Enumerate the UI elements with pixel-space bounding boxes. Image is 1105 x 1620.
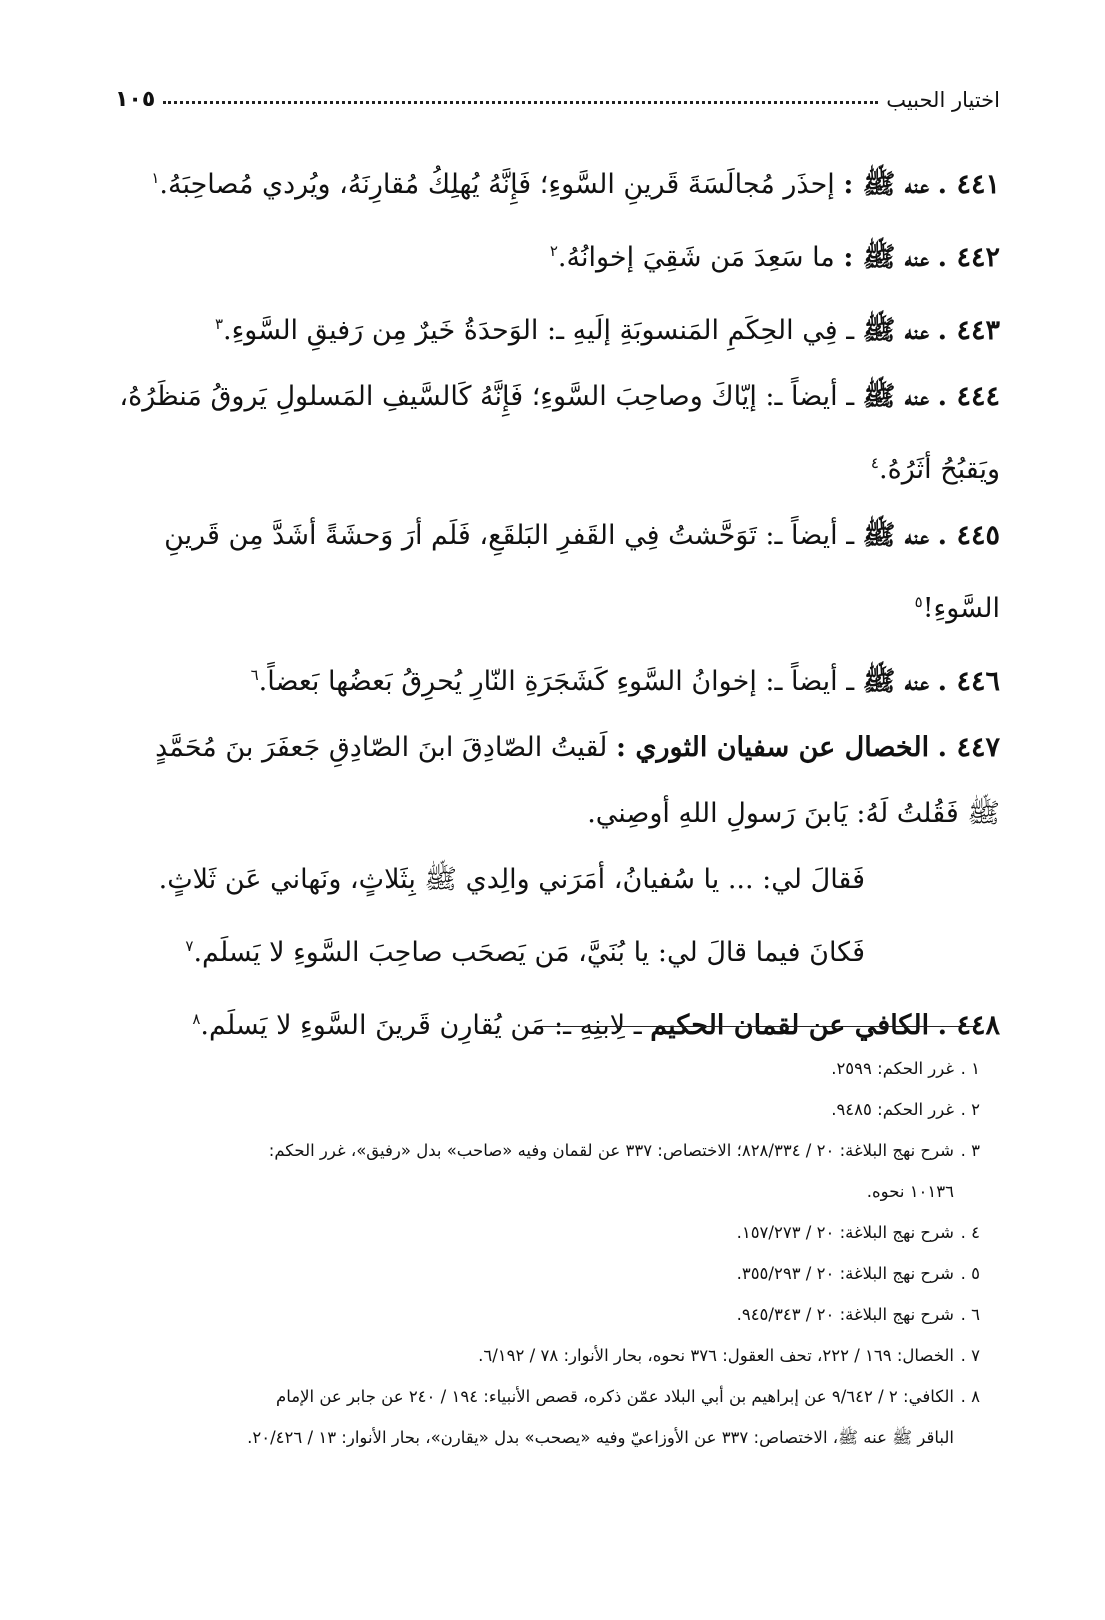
footnote-ref: ٨ [192, 1010, 201, 1028]
footnote-3 [110, 1130, 980, 1212]
hadith-number: ٤٤٢ . [937, 242, 1000, 273]
hadith-442 [115, 218, 1000, 291]
hadith-text: ـ أيضاً ـ: إيّاكَ وصاحِبَ السَّوءِ؛ فَإِنَّهُ كَالسَّيفِ المَسلولِ يَروقُ مَنظَرُهُ، ويَقبُحُ أثَرُهُ. [119, 381, 1000, 485]
hadith-445 [115, 503, 1000, 642]
hadith-list [115, 145, 1000, 1059]
hadith-source: عنه ﷺ [862, 315, 930, 346]
footnote-6 [110, 1294, 980, 1335]
footnote-ref: ٦ [250, 666, 259, 684]
footnote-text: شرح نهج البلاغة: ٢٠ / ٨٢٨/٣٣٤؛ الاختصاص: ٣٣٧ عن لقمان وفيه «صاحب» بدل «رفيق»، غرر الحكم: [268, 1141, 954, 1160]
footnote-4 [110, 1212, 980, 1253]
hadith-text: ـ أيضاً ـ: إخوانُ السَّوءِ كَشَجَرَةِ النّارِ يُحرِقُ بَعضُها بَعضاً. [258, 666, 863, 697]
footnote-continuation: ١٠١٣٦ نحوه. [866, 1182, 954, 1201]
footnote-ref: ٧ [185, 937, 194, 955]
hadith-source: عنه ﷺ [862, 666, 930, 697]
footnote-text: شرح نهج البلاغة: ٢٠ / ١٥٧/٢٧٣. [736, 1223, 954, 1242]
footnote-ref: ٤ [870, 454, 879, 472]
footnote-ref: ٣ [214, 315, 223, 333]
footnote-number: ٦ . [960, 1305, 980, 1324]
hadith-source: عنه ﷺ : [843, 242, 930, 273]
hadith-number: ٤٤٦ . [937, 666, 1000, 697]
running-header [115, 72, 1000, 112]
footnotes [110, 1048, 980, 1458]
hadith-447-continuation [115, 913, 865, 986]
footnote-ref: ١ [151, 169, 160, 187]
footnote-continuation: الباقر ﷺ عنه ﷺ، الاختصاص: ٣٣٧ عن الأوزاعيّ وفيه «يصحب» بدل «يقارن»، بحار الأنوار: ١٣ / ٢٠/٤٢٦. [247, 1428, 954, 1447]
hadith-source: الخصال عن سفيان الثوري : [615, 732, 930, 763]
footnote-5 [110, 1253, 980, 1294]
footnote-text: الكافي: ٢ / ٩/٦٤٢ عن إبراهيم بن أبي البلاد عمّن ذكره، قصص الأنبياء: ١٩٤ / ٢٤٠ عن جابر عن الإمام [276, 1387, 954, 1406]
footnote-text: شرح نهج البلاغة: ٢٠ / ٣٥٥/٢٩٣. [736, 1264, 954, 1283]
footnote-number: ٨ . [960, 1387, 980, 1406]
hadith-number: ٤٤٣ . [937, 315, 1000, 346]
hadith-447-continuation [115, 847, 865, 913]
footnote-number: ٥ . [960, 1264, 980, 1283]
footnote-2 [110, 1089, 980, 1130]
footnote-text: شرح نهج البلاغة: ٢٠ / ٩٤٥/٣٤٣. [736, 1305, 954, 1324]
footnote-text: غرر الحكم: ٩٤٨٥. [831, 1100, 954, 1119]
header-dot-leader [163, 101, 878, 104]
footnote-number: ١ . [960, 1059, 980, 1078]
hadith-text: إحذَر مُجالَسَةَ قَرينِ السَّوءِ؛ فَإِنَّهُ يُهلِكُ مُقارِنَهُ، ويُردي مُصاحِبَهُ. [159, 169, 844, 200]
page-number: ١٠٥ [115, 87, 156, 112]
hadith-number: ٤٤٥ . [937, 520, 1000, 551]
book-title: اختيار الحبيب [886, 88, 1000, 112]
footnote-separator [540, 1026, 975, 1027]
hadith-source: عنه ﷺ [862, 520, 930, 551]
footnote-text: الخصال: ١٦٩ / ٢٢٢، تحف العقول: ٣٧٦ نحوه، بحار الأنوار: ٧٨ / ٦/١٩٢. [478, 1346, 954, 1365]
hadith-text: فَقالَ لي: ... يا سُفيانُ، أمَرَني والِدي ﷺ بِثَلاثٍ، ونَهاني عَن ثَلاثٍ. [158, 864, 865, 895]
hadith-text: فَكانَ فيما قالَ لي: يا بُنَيَّ، مَن يَصحَب صاحِبَ السَّوءِ لا يَسلَم. [193, 937, 865, 968]
hadith-source: عنه ﷺ : [843, 169, 930, 200]
hadith-text: لَقيتُ الصّادِقَ ابنَ الصّادِقِ جَعفَرَ بنَ مُحَمَّدٍ ﷺ فَقُلتُ لَهُ: يَابنَ رَسولِ اللهِ أوصِني. [155, 732, 1000, 829]
hadith-number: ٤٤١ . [937, 169, 1000, 200]
footnote-text: غرر الحكم: ٢٥٩٩. [831, 1059, 954, 1078]
hadith-number: ٤٤٤ . [937, 381, 1000, 412]
footnote-number: ٣ . [960, 1141, 980, 1160]
hadith-446 [115, 642, 1000, 715]
hadith-text: ـ لِابنِهِ ـ: مَن يُقارِن قَرينَ السَّوءِ لا يَسلَم. [200, 1010, 651, 1041]
hadith-number: ٤٤٨ . [937, 1010, 1000, 1041]
footnote-number: ٤ . [960, 1223, 980, 1242]
footnote-number: ٢ . [960, 1100, 980, 1119]
hadith-text: ـ أيضاً ـ: تَوَحَّشتُ فِي القَفرِ البَلقَعِ، فَلَم أرَ وَحشَةً أشَدَّ مِن قَرينِ السَّوءِ! [164, 520, 1000, 624]
hadith-444 [115, 364, 1000, 503]
hadith-447 [115, 715, 1000, 847]
hadith-text: ما سَعِدَ مَن شَقِيَ إخوانُهُ. [557, 242, 844, 273]
footnote-8 [110, 1376, 980, 1458]
hadith-number: ٤٤٧ . [937, 732, 1000, 763]
footnote-7 [110, 1335, 980, 1376]
footnote-ref: ٥ [914, 593, 923, 611]
hadith-443 [115, 291, 1000, 364]
hadith-source: الكافي عن لقمان الحكيم [650, 1010, 930, 1041]
hadith-text: ـ فِي الحِكَمِ المَنسوبَةِ إلَيهِ ـ: الوَحدَةُ خَيرٌ مِن رَفيقِ السَّوءِ. [223, 315, 863, 346]
footnote-number: ٧ . [960, 1346, 980, 1365]
footnote-ref: ٢ [549, 242, 558, 260]
hadith-441 [115, 145, 1000, 218]
footnote-1 [110, 1048, 980, 1089]
hadith-source: عنه ﷺ [862, 381, 930, 412]
